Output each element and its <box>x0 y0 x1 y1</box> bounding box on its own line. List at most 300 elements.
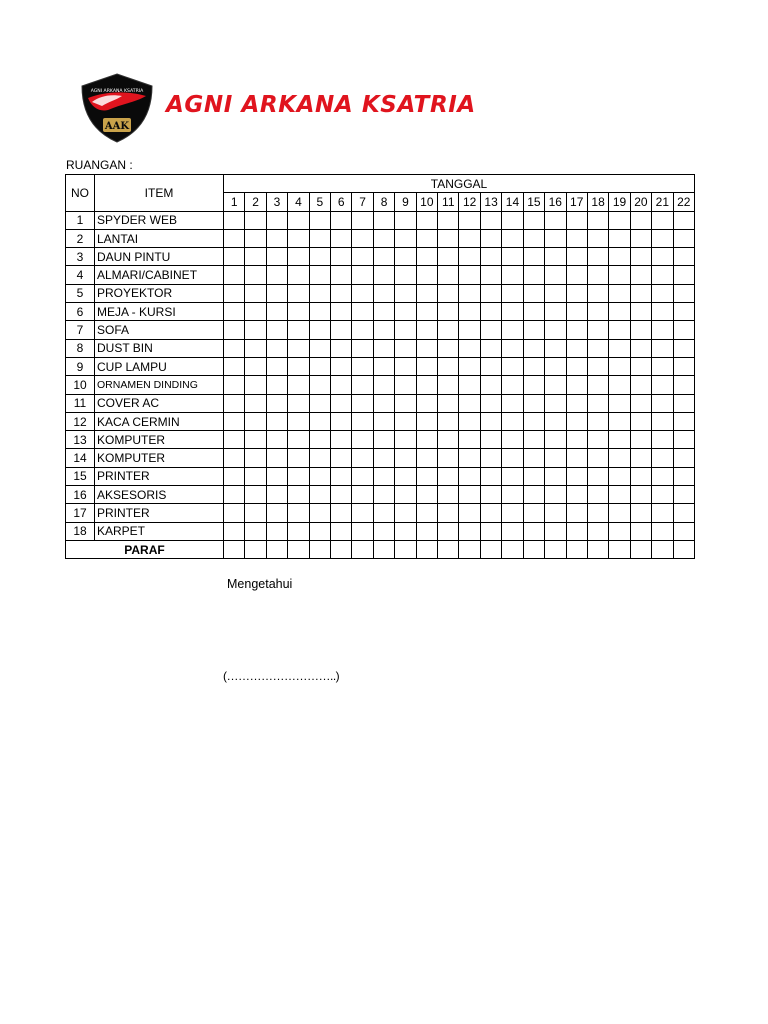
check-cell[interactable] <box>523 431 544 449</box>
check-cell[interactable] <box>416 376 437 394</box>
check-cell[interactable] <box>523 266 544 284</box>
check-cell[interactable] <box>438 431 459 449</box>
check-cell[interactable] <box>566 303 587 321</box>
check-cell[interactable] <box>331 303 352 321</box>
check-cell[interactable] <box>609 486 630 504</box>
check-cell[interactable] <box>523 321 544 339</box>
check-cell[interactable] <box>609 431 630 449</box>
check-cell[interactable] <box>395 339 416 357</box>
check-cell[interactable] <box>224 266 245 284</box>
check-cell[interactable] <box>459 339 480 357</box>
check-cell[interactable] <box>245 339 266 357</box>
check-cell[interactable] <box>309 357 330 375</box>
check-cell[interactable] <box>395 467 416 485</box>
check-cell[interactable] <box>652 321 673 339</box>
check-cell[interactable] <box>502 321 523 339</box>
check-cell[interactable] <box>630 357 651 375</box>
check-cell[interactable] <box>288 376 309 394</box>
check-cell[interactable] <box>609 467 630 485</box>
check-cell[interactable] <box>309 339 330 357</box>
check-cell[interactable] <box>609 229 630 247</box>
check-cell[interactable] <box>673 486 694 504</box>
check-cell[interactable] <box>438 248 459 266</box>
check-cell[interactable] <box>266 339 287 357</box>
check-cell[interactable] <box>373 248 394 266</box>
check-cell[interactable] <box>587 321 608 339</box>
check-cell[interactable] <box>288 449 309 467</box>
check-cell[interactable] <box>673 449 694 467</box>
check-cell[interactable] <box>245 211 266 229</box>
check-cell[interactable] <box>395 504 416 522</box>
check-cell[interactable] <box>502 284 523 302</box>
check-cell[interactable] <box>480 266 501 284</box>
check-cell[interactable] <box>673 467 694 485</box>
check-cell[interactable] <box>331 339 352 357</box>
check-cell[interactable] <box>652 486 673 504</box>
check-cell[interactable] <box>395 449 416 467</box>
check-cell[interactable] <box>609 248 630 266</box>
check-cell[interactable] <box>459 504 480 522</box>
check-cell[interactable] <box>395 266 416 284</box>
check-cell[interactable] <box>630 248 651 266</box>
check-cell[interactable] <box>224 486 245 504</box>
check-cell[interactable] <box>630 284 651 302</box>
check-cell[interactable] <box>245 467 266 485</box>
check-cell[interactable] <box>266 504 287 522</box>
paraf-cell[interactable] <box>673 540 694 558</box>
check-cell[interactable] <box>373 449 394 467</box>
check-cell[interactable] <box>416 303 437 321</box>
check-cell[interactable] <box>480 431 501 449</box>
check-cell[interactable] <box>309 394 330 412</box>
check-cell[interactable] <box>459 522 480 540</box>
check-cell[interactable] <box>288 211 309 229</box>
check-cell[interactable] <box>266 229 287 247</box>
check-cell[interactable] <box>331 376 352 394</box>
check-cell[interactable] <box>545 467 566 485</box>
check-cell[interactable] <box>587 486 608 504</box>
check-cell[interactable] <box>566 431 587 449</box>
check-cell[interactable] <box>373 266 394 284</box>
check-cell[interactable] <box>502 412 523 430</box>
check-cell[interactable] <box>438 284 459 302</box>
check-cell[interactable] <box>587 467 608 485</box>
check-cell[interactable] <box>331 284 352 302</box>
check-cell[interactable] <box>566 357 587 375</box>
check-cell[interactable] <box>224 431 245 449</box>
check-cell[interactable] <box>652 339 673 357</box>
check-cell[interactable] <box>395 522 416 540</box>
check-cell[interactable] <box>523 229 544 247</box>
check-cell[interactable] <box>673 211 694 229</box>
check-cell[interactable] <box>566 412 587 430</box>
check-cell[interactable] <box>266 394 287 412</box>
check-cell[interactable] <box>309 412 330 430</box>
check-cell[interactable] <box>373 321 394 339</box>
paraf-cell[interactable] <box>266 540 287 558</box>
check-cell[interactable] <box>502 376 523 394</box>
check-cell[interactable] <box>566 229 587 247</box>
check-cell[interactable] <box>673 504 694 522</box>
check-cell[interactable] <box>609 357 630 375</box>
check-cell[interactable] <box>587 229 608 247</box>
check-cell[interactable] <box>545 504 566 522</box>
check-cell[interactable] <box>523 449 544 467</box>
check-cell[interactable] <box>566 339 587 357</box>
paraf-cell[interactable] <box>609 540 630 558</box>
check-cell[interactable] <box>331 504 352 522</box>
check-cell[interactable] <box>673 357 694 375</box>
check-cell[interactable] <box>373 376 394 394</box>
check-cell[interactable] <box>373 394 394 412</box>
check-cell[interactable] <box>587 303 608 321</box>
check-cell[interactable] <box>587 376 608 394</box>
check-cell[interactable] <box>480 357 501 375</box>
check-cell[interactable] <box>673 321 694 339</box>
check-cell[interactable] <box>266 321 287 339</box>
check-cell[interactable] <box>352 303 373 321</box>
check-cell[interactable] <box>566 449 587 467</box>
check-cell[interactable] <box>566 467 587 485</box>
check-cell[interactable] <box>545 284 566 302</box>
check-cell[interactable] <box>331 412 352 430</box>
check-cell[interactable] <box>480 504 501 522</box>
check-cell[interactable] <box>630 412 651 430</box>
check-cell[interactable] <box>459 284 480 302</box>
check-cell[interactable] <box>652 504 673 522</box>
paraf-cell[interactable] <box>438 540 459 558</box>
check-cell[interactable] <box>352 412 373 430</box>
check-cell[interactable] <box>331 394 352 412</box>
check-cell[interactable] <box>609 321 630 339</box>
check-cell[interactable] <box>416 211 437 229</box>
check-cell[interactable] <box>224 449 245 467</box>
check-cell[interactable] <box>459 431 480 449</box>
check-cell[interactable] <box>224 303 245 321</box>
check-cell[interactable] <box>587 357 608 375</box>
check-cell[interactable] <box>587 412 608 430</box>
check-cell[interactable] <box>480 211 501 229</box>
check-cell[interactable] <box>373 486 394 504</box>
check-cell[interactable] <box>630 376 651 394</box>
check-cell[interactable] <box>416 467 437 485</box>
check-cell[interactable] <box>566 284 587 302</box>
check-cell[interactable] <box>288 394 309 412</box>
check-cell[interactable] <box>673 303 694 321</box>
check-cell[interactable] <box>652 284 673 302</box>
check-cell[interactable] <box>587 211 608 229</box>
check-cell[interactable] <box>587 284 608 302</box>
check-cell[interactable] <box>480 486 501 504</box>
paraf-cell[interactable] <box>352 540 373 558</box>
check-cell[interactable] <box>630 394 651 412</box>
check-cell[interactable] <box>373 467 394 485</box>
check-cell[interactable] <box>545 486 566 504</box>
check-cell[interactable] <box>502 339 523 357</box>
check-cell[interactable] <box>331 486 352 504</box>
check-cell[interactable] <box>566 394 587 412</box>
check-cell[interactable] <box>309 321 330 339</box>
check-cell[interactable] <box>609 412 630 430</box>
check-cell[interactable] <box>331 467 352 485</box>
check-cell[interactable] <box>416 522 437 540</box>
check-cell[interactable] <box>245 394 266 412</box>
check-cell[interactable] <box>438 357 459 375</box>
check-cell[interactable] <box>459 266 480 284</box>
check-cell[interactable] <box>502 449 523 467</box>
paraf-cell[interactable] <box>373 540 394 558</box>
check-cell[interactable] <box>502 504 523 522</box>
check-cell[interactable] <box>331 229 352 247</box>
check-cell[interactable] <box>673 229 694 247</box>
check-cell[interactable] <box>352 357 373 375</box>
check-cell[interactable] <box>438 449 459 467</box>
check-cell[interactable] <box>502 486 523 504</box>
check-cell[interactable] <box>224 339 245 357</box>
check-cell[interactable] <box>373 431 394 449</box>
check-cell[interactable] <box>309 229 330 247</box>
check-cell[interactable] <box>288 248 309 266</box>
check-cell[interactable] <box>438 504 459 522</box>
paraf-cell[interactable] <box>502 540 523 558</box>
check-cell[interactable] <box>630 504 651 522</box>
check-cell[interactable] <box>438 229 459 247</box>
check-cell[interactable] <box>309 211 330 229</box>
check-cell[interactable] <box>416 284 437 302</box>
check-cell[interactable] <box>587 504 608 522</box>
paraf-cell[interactable] <box>459 540 480 558</box>
check-cell[interactable] <box>566 522 587 540</box>
check-cell[interactable] <box>673 522 694 540</box>
check-cell[interactable] <box>545 431 566 449</box>
check-cell[interactable] <box>438 303 459 321</box>
check-cell[interactable] <box>587 248 608 266</box>
check-cell[interactable] <box>459 321 480 339</box>
check-cell[interactable] <box>245 522 266 540</box>
check-cell[interactable] <box>459 211 480 229</box>
check-cell[interactable] <box>373 229 394 247</box>
check-cell[interactable] <box>630 431 651 449</box>
check-cell[interactable] <box>224 357 245 375</box>
check-cell[interactable] <box>245 303 266 321</box>
check-cell[interactable] <box>309 522 330 540</box>
check-cell[interactable] <box>523 522 544 540</box>
check-cell[interactable] <box>545 229 566 247</box>
check-cell[interactable] <box>459 248 480 266</box>
check-cell[interactable] <box>352 321 373 339</box>
check-cell[interactable] <box>652 357 673 375</box>
check-cell[interactable] <box>331 449 352 467</box>
check-cell[interactable] <box>288 339 309 357</box>
check-cell[interactable] <box>245 504 266 522</box>
check-cell[interactable] <box>480 376 501 394</box>
paraf-cell[interactable] <box>416 540 437 558</box>
check-cell[interactable] <box>652 211 673 229</box>
check-cell[interactable] <box>395 412 416 430</box>
check-cell[interactable] <box>245 284 266 302</box>
check-cell[interactable] <box>652 266 673 284</box>
check-cell[interactable] <box>331 431 352 449</box>
check-cell[interactable] <box>652 376 673 394</box>
check-cell[interactable] <box>288 467 309 485</box>
check-cell[interactable] <box>352 211 373 229</box>
check-cell[interactable] <box>224 394 245 412</box>
paraf-cell[interactable] <box>309 540 330 558</box>
check-cell[interactable] <box>331 522 352 540</box>
check-cell[interactable] <box>459 303 480 321</box>
check-cell[interactable] <box>609 266 630 284</box>
check-cell[interactable] <box>245 431 266 449</box>
check-cell[interactable] <box>652 303 673 321</box>
check-cell[interactable] <box>288 321 309 339</box>
check-cell[interactable] <box>587 522 608 540</box>
check-cell[interactable] <box>395 394 416 412</box>
check-cell[interactable] <box>609 303 630 321</box>
check-cell[interactable] <box>523 394 544 412</box>
paraf-cell[interactable] <box>245 540 266 558</box>
check-cell[interactable] <box>609 394 630 412</box>
check-cell[interactable] <box>352 504 373 522</box>
check-cell[interactable] <box>502 431 523 449</box>
check-cell[interactable] <box>652 522 673 540</box>
check-cell[interactable] <box>309 449 330 467</box>
check-cell[interactable] <box>288 412 309 430</box>
check-cell[interactable] <box>438 522 459 540</box>
check-cell[interactable] <box>373 504 394 522</box>
check-cell[interactable] <box>266 412 287 430</box>
check-cell[interactable] <box>416 412 437 430</box>
check-cell[interactable] <box>416 504 437 522</box>
check-cell[interactable] <box>502 266 523 284</box>
check-cell[interactable] <box>416 357 437 375</box>
check-cell[interactable] <box>309 431 330 449</box>
check-cell[interactable] <box>438 376 459 394</box>
paraf-cell[interactable] <box>395 540 416 558</box>
paraf-cell[interactable] <box>480 540 501 558</box>
check-cell[interactable] <box>480 229 501 247</box>
paraf-cell[interactable] <box>545 540 566 558</box>
check-cell[interactable] <box>609 339 630 357</box>
check-cell[interactable] <box>245 229 266 247</box>
check-cell[interactable] <box>438 266 459 284</box>
check-cell[interactable] <box>416 486 437 504</box>
check-cell[interactable] <box>352 486 373 504</box>
check-cell[interactable] <box>416 394 437 412</box>
check-cell[interactable] <box>331 211 352 229</box>
check-cell[interactable] <box>266 357 287 375</box>
check-cell[interactable] <box>224 321 245 339</box>
check-cell[interactable] <box>224 467 245 485</box>
check-cell[interactable] <box>480 412 501 430</box>
check-cell[interactable] <box>459 357 480 375</box>
check-cell[interactable] <box>652 431 673 449</box>
check-cell[interactable] <box>545 412 566 430</box>
check-cell[interactable] <box>630 303 651 321</box>
check-cell[interactable] <box>309 504 330 522</box>
check-cell[interactable] <box>502 229 523 247</box>
check-cell[interactable] <box>673 284 694 302</box>
check-cell[interactable] <box>266 211 287 229</box>
check-cell[interactable] <box>266 467 287 485</box>
check-cell[interactable] <box>395 431 416 449</box>
check-cell[interactable] <box>288 229 309 247</box>
check-cell[interactable] <box>480 522 501 540</box>
check-cell[interactable] <box>224 376 245 394</box>
check-cell[interactable] <box>673 248 694 266</box>
check-cell[interactable] <box>266 486 287 504</box>
check-cell[interactable] <box>416 248 437 266</box>
check-cell[interactable] <box>309 284 330 302</box>
check-cell[interactable] <box>352 449 373 467</box>
check-cell[interactable] <box>373 211 394 229</box>
paraf-cell[interactable] <box>587 540 608 558</box>
check-cell[interactable] <box>373 357 394 375</box>
check-cell[interactable] <box>309 303 330 321</box>
check-cell[interactable] <box>673 376 694 394</box>
check-cell[interactable] <box>438 321 459 339</box>
check-cell[interactable] <box>459 394 480 412</box>
check-cell[interactable] <box>480 449 501 467</box>
check-cell[interactable] <box>630 522 651 540</box>
check-cell[interactable] <box>245 357 266 375</box>
check-cell[interactable] <box>416 266 437 284</box>
check-cell[interactable] <box>523 412 544 430</box>
check-cell[interactable] <box>652 449 673 467</box>
check-cell[interactable] <box>480 284 501 302</box>
check-cell[interactable] <box>352 522 373 540</box>
paraf-cell[interactable] <box>523 540 544 558</box>
check-cell[interactable] <box>288 504 309 522</box>
check-cell[interactable] <box>502 522 523 540</box>
check-cell[interactable] <box>545 394 566 412</box>
check-cell[interactable] <box>266 266 287 284</box>
check-cell[interactable] <box>609 522 630 540</box>
check-cell[interactable] <box>630 229 651 247</box>
check-cell[interactable] <box>309 248 330 266</box>
check-cell[interactable] <box>459 376 480 394</box>
check-cell[interactable] <box>352 284 373 302</box>
check-cell[interactable] <box>502 467 523 485</box>
check-cell[interactable] <box>266 284 287 302</box>
check-cell[interactable] <box>630 467 651 485</box>
check-cell[interactable] <box>395 229 416 247</box>
check-cell[interactable] <box>438 394 459 412</box>
check-cell[interactable] <box>523 504 544 522</box>
check-cell[interactable] <box>438 467 459 485</box>
check-cell[interactable] <box>545 266 566 284</box>
paraf-cell[interactable] <box>224 540 245 558</box>
check-cell[interactable] <box>673 266 694 284</box>
check-cell[interactable] <box>609 376 630 394</box>
check-cell[interactable] <box>566 504 587 522</box>
check-cell[interactable] <box>480 248 501 266</box>
check-cell[interactable] <box>673 339 694 357</box>
check-cell[interactable] <box>545 449 566 467</box>
check-cell[interactable] <box>373 339 394 357</box>
check-cell[interactable] <box>652 467 673 485</box>
check-cell[interactable] <box>523 357 544 375</box>
check-cell[interactable] <box>566 266 587 284</box>
check-cell[interactable] <box>288 284 309 302</box>
check-cell[interactable] <box>224 522 245 540</box>
check-cell[interactable] <box>266 522 287 540</box>
check-cell[interactable] <box>652 394 673 412</box>
check-cell[interactable] <box>545 248 566 266</box>
check-cell[interactable] <box>587 431 608 449</box>
check-cell[interactable] <box>309 266 330 284</box>
check-cell[interactable] <box>288 522 309 540</box>
check-cell[interactable] <box>331 266 352 284</box>
